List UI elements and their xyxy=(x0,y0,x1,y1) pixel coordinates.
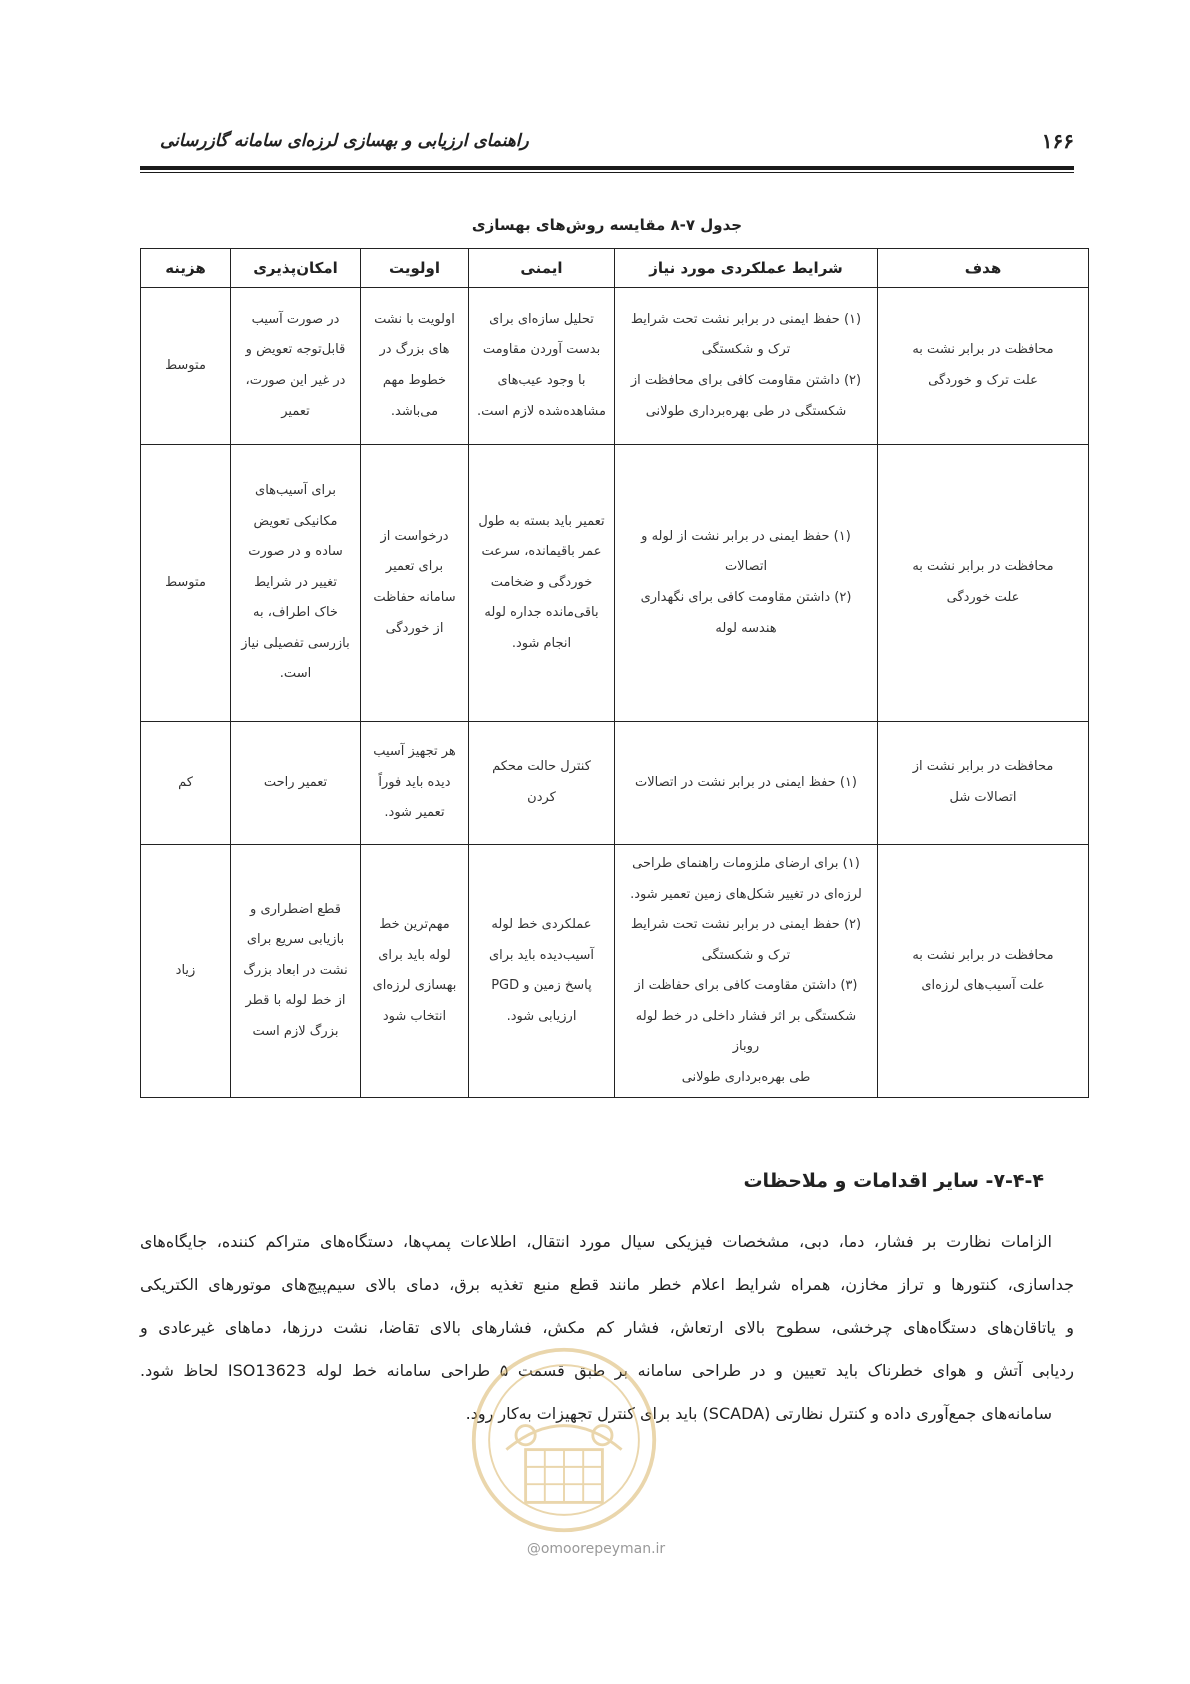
running-title: راهنمای ارزیابی و بهسازی لرزه‌ای سامانه گازرسانی xyxy=(160,131,529,151)
paragraph-line: و یاتاقان‌های دستگاه‌های چرخشی، سطوح بالای ارتعاش، فشار کم مکش، فشارهای بالای تقاضا، نشت درزها، دماهای غیرعادی و xyxy=(140,1318,1074,1337)
cell-line: علت ترک و خوردگی xyxy=(928,373,1038,388)
cell-line: مهم‌ترین خط xyxy=(379,917,450,933)
cell-goal xyxy=(878,445,1089,722)
cell-line: انجام شود. xyxy=(511,635,572,651)
header-conditions: شرایط عملکردی مورد نیاز xyxy=(615,249,878,288)
header-feasibility: امکان‌پذیری xyxy=(231,249,361,288)
cell-line: (۲) داشتن مقاومت کافی برای محافظت از xyxy=(630,373,862,388)
cell-cost: زیاد xyxy=(141,845,231,1098)
cell-line: (۳) داشتن مقاومت کافی برای حفاظت از xyxy=(634,978,858,994)
watermark-url: @omoorepeyman.ir xyxy=(526,1541,666,1557)
cell-line: ترک و شکستگی xyxy=(701,947,791,963)
cell-line: (۲) داشتن مقاومت کافی برای نگهداری xyxy=(640,590,852,605)
cell-line: بزرگ لازم است xyxy=(252,1024,339,1039)
table-row xyxy=(141,445,1089,722)
cell-line: علت خوردگی xyxy=(946,590,1020,605)
header-rule-thick xyxy=(140,166,1074,170)
header-cost: هزینه xyxy=(141,249,231,288)
paragraph-line: الزامات نظارت بر فشار، دما، دبی، مشخصات فیزیکی سیال مورد انتقال، اطلاعات پمپ‌ها، دستگاه‌های متراکم کننده، جایگاه‌های xyxy=(140,1232,1052,1251)
cell-line: در صورت آسیب xyxy=(251,311,340,327)
cell-line: بهسازی لرزه‌ای xyxy=(372,978,457,994)
cell-line: اتصالات شل xyxy=(949,790,1017,805)
header-priority: اولویت xyxy=(361,249,469,288)
cell-line: (۱) حفظ ایمنی در برابر نشت در اتصالات xyxy=(635,774,857,790)
cell-line: تعمیر باید بسته به طول xyxy=(478,513,605,529)
cell-line: با وجود عیب‌های xyxy=(497,373,586,388)
cell-conditions xyxy=(615,845,878,1098)
cell-conditions xyxy=(615,445,878,722)
cell-line: خاک اطراف، به xyxy=(253,605,338,621)
cell-line: می‌باشد. xyxy=(390,403,439,419)
cell-line: خوردگی و ضخامت xyxy=(490,574,593,590)
cell-line: (۱) حفظ ایمنی در برابر نشت از لوله و xyxy=(641,528,851,544)
cell-goal xyxy=(878,722,1089,845)
cell-line: نشت در ابعاد بزرگ xyxy=(243,962,348,978)
page-number: ۱۶۶ xyxy=(1041,129,1074,153)
cell-line: درخواست از xyxy=(380,528,449,544)
cell-priority xyxy=(361,722,469,845)
cell-line: برای آسیب‌های xyxy=(255,483,336,499)
cell-line: بازرسی تفصیلی نیاز xyxy=(241,635,350,651)
cell-line: کردن xyxy=(527,790,556,805)
cell-line: طی بهره‌برداری طولانی xyxy=(681,1069,811,1085)
paragraph-line: سامانه‌های جمع‌آوری داده و کنترل نظارتی (SCADA) باید برای کنترل تجهیزات به‌کار رود. xyxy=(465,1404,1052,1423)
cell-safety xyxy=(469,445,615,722)
cell-line: مشاهده‌شده لازم است. xyxy=(477,403,606,419)
cell-goal xyxy=(878,288,1089,445)
cell-line: (۲) حفظ ایمنی در برابر نشت تحت شرایط xyxy=(630,917,862,933)
cell-line: محافظت در برابر نشت به xyxy=(912,342,1054,358)
cell-line: از خط لوله با قطر xyxy=(245,993,346,1009)
cell-goal xyxy=(878,845,1089,1098)
cell-line: ترک و شکستگی xyxy=(701,342,791,358)
cell-line: تعمیر شود. xyxy=(384,805,445,821)
cell-line: محافظت در برابر نشت به xyxy=(912,559,1054,575)
header-safety: ایمنی xyxy=(469,249,615,288)
cell-line: لوله باید برای xyxy=(378,947,451,963)
cell-line: اولویت با نشت xyxy=(374,311,455,327)
cell-safety xyxy=(469,722,615,845)
cell-line: بدست آوردن مقاومت xyxy=(482,342,601,358)
cell-line: در غیر این صورت، xyxy=(245,373,346,388)
cell-line: تغییر در شرایط xyxy=(254,574,337,590)
cell-line: شکستگی بر اثر فشار داخلی در خط لوله روباز xyxy=(635,1008,857,1055)
cell-line: آسیب‌دیده باید برای xyxy=(488,947,595,963)
cell-line: (۱) حفظ ایمنی در برابر نشت تحت شرایط xyxy=(630,311,862,327)
cell-line: شکستگی در طی بهره‌برداری طولانی xyxy=(645,403,847,419)
section-heading: ۷-۴-۴- سایر اقدامات و ملاحظات xyxy=(743,1170,1044,1192)
cell-line: برای تعمیر xyxy=(385,559,444,575)
cell-line: عمر باقیمانده، سرعت xyxy=(481,544,602,560)
cell-cost: کم xyxy=(141,722,231,845)
cell-conditions xyxy=(615,288,878,445)
cell-line: ارزیابی شود. xyxy=(506,1008,577,1024)
header-rule-thin xyxy=(140,172,1074,173)
cell-feasibility xyxy=(231,845,361,1098)
cell-feasibility xyxy=(231,445,361,722)
table-row xyxy=(141,288,1089,445)
cell-cost: متوسط xyxy=(141,445,231,722)
paragraph-line: جداسازی، کنتورها و تراز مخازن، همراه شرایط اعلام خطر مانند قطع منبع تغذیه برق، دمای بالای سیم‌پیچ‌های موتورهای الکتریکی xyxy=(140,1275,1074,1294)
table-caption: جدول ۷-۸ مقایسه روش‌های بهسازی xyxy=(471,216,743,234)
cell-line: قطع اضطراری و xyxy=(250,901,341,917)
cell-line: تعمیر راحت xyxy=(263,774,328,790)
page-header xyxy=(140,125,1074,165)
comparison-table xyxy=(140,248,1089,1098)
table-row xyxy=(141,845,1089,1098)
cell-line: لرزه‌ای در تغییر شکل‌های زمین تعمیر شود. xyxy=(630,886,862,902)
cell-line: عملکردی خط لوله xyxy=(491,917,592,933)
cell-line: پاسخ زمین و PGD xyxy=(491,978,592,994)
table-header-row xyxy=(141,249,1089,288)
cell-safety xyxy=(469,288,615,445)
cell-priority xyxy=(361,445,469,722)
paragraph-line: ردیابی آتش و هوای خطرناک باید تعیین و در طراحی سامانه بر طبق قسمت ۵ طراحی سامانه خط لوله ISO13623 لحاظ شود. xyxy=(140,1361,1075,1380)
watermark-seal-icon xyxy=(468,1344,660,1536)
table-row xyxy=(141,722,1089,845)
cell-line: باقی‌مانده جداره لوله xyxy=(484,605,599,621)
cell-line: های بزرگ در xyxy=(379,342,450,358)
cell-line: کنترل حالت محکم xyxy=(492,759,591,775)
cell-line: هر تجهیز آسیب xyxy=(373,744,456,760)
cell-line: علت آسیب‌های لرزه‌ای xyxy=(921,978,1045,994)
cell-line: قابل‌توجه تعویض و xyxy=(245,342,346,358)
cell-line: است. xyxy=(279,666,312,682)
cell-line: تعمیر xyxy=(281,403,310,419)
cell-line: بازیابی سریع برای xyxy=(246,932,345,948)
cell-line: اتصالات xyxy=(724,559,768,575)
cell-line: انتخاب شود xyxy=(382,1008,447,1024)
cell-line: مکانیکی تعویض xyxy=(253,513,338,529)
cell-safety xyxy=(469,845,615,1098)
header-goal: هدف xyxy=(878,249,1089,288)
cell-line: (۱) برای ارضای ملزومات راهنمای طراحی xyxy=(632,856,860,871)
cell-line: هندسه لوله xyxy=(715,620,777,636)
cell-feasibility xyxy=(231,722,361,845)
cell-line: از خوردگی xyxy=(385,620,444,636)
cell-line: دیده باید فوراً xyxy=(378,774,451,790)
cell-conditions xyxy=(615,722,878,845)
cell-priority xyxy=(361,288,469,445)
cell-line: تحلیل سازه‌ای برای xyxy=(489,311,594,327)
cell-feasibility xyxy=(231,288,361,445)
cell-line: محافظت در برابر نشت به xyxy=(912,947,1054,963)
cell-line: سامانه حفاظت xyxy=(373,590,456,605)
cell-cost: متوسط xyxy=(141,288,231,445)
cell-line: ساده و در صورت xyxy=(248,544,343,560)
cell-priority xyxy=(361,845,469,1098)
cell-line: محافظت در برابر نشت از xyxy=(912,759,1054,775)
cell-line: خطوط مهم xyxy=(382,373,447,388)
